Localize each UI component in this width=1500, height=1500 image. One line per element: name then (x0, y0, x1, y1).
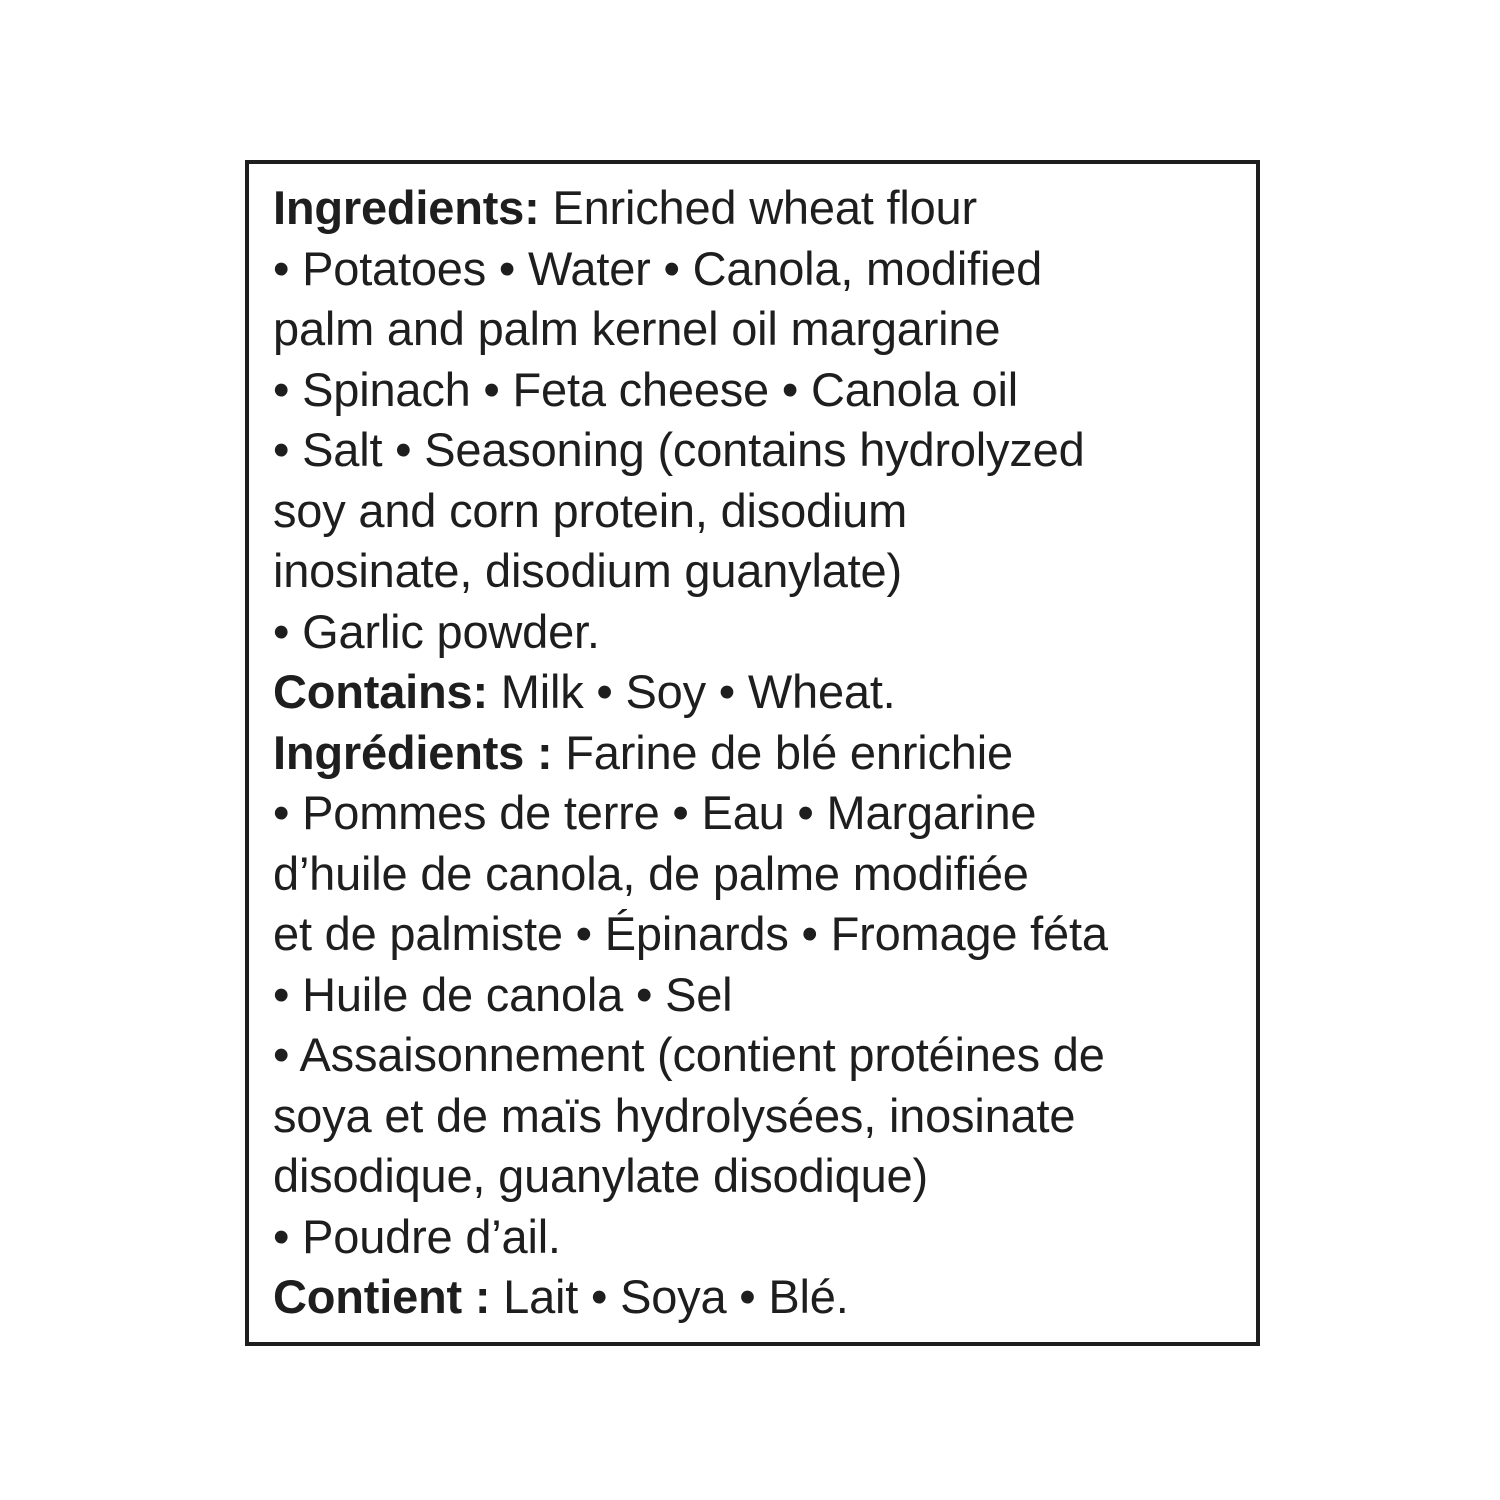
label-line (273, 178, 1248, 239)
ingredients-text-block (273, 178, 1248, 1328)
label-line: • Pommes de terre • Eau • Margarine (273, 786, 1037, 839)
section-heading-ingredients-fr: Ingrédients : (273, 725, 553, 779)
label-line-text: Enriched wheat flour (539, 181, 977, 234)
label-line (273, 1267, 1248, 1328)
label-line: inosinate, disodium guanylate) (273, 544, 902, 597)
label-line: disodique, guanylate disodique) (273, 1149, 928, 1202)
label-line: • Poudre d’ail. (273, 1209, 561, 1263)
ingredients-label-box (245, 160, 1260, 1346)
label-line: soya et de maïs hydrolysées, inosinate (273, 1088, 1076, 1142)
section-heading-ingredients: Ingredients: (273, 181, 540, 234)
label-line: palm and palm kernel oil margarine (273, 302, 1001, 355)
label-line: • Spinach • Feta cheese • Canola oil (273, 362, 1018, 416)
label-line: d’huile de canola, de palme modifiée (273, 846, 1029, 900)
label-line-text: Milk • Soy • Wheat. (487, 665, 896, 718)
label-line: et de palmiste • Épinards • Fromage féta (273, 907, 1108, 960)
label-line: • Garlic powder. (273, 604, 600, 658)
section-heading-contains: Contains: (273, 665, 488, 718)
label-line: • Assaisonnement (contient protéines de (273, 1028, 1105, 1081)
label-line-text: Farine de blé enrichie (552, 725, 1013, 779)
label-line: • Salt • Seasoning (contains hydrolyzed (273, 423, 1085, 476)
label-line (273, 662, 1248, 723)
label-line: • Huile de canola • Sel (273, 967, 733, 1021)
label-line: soy and corn protein, disodium (273, 483, 908, 537)
label-line (273, 723, 1248, 784)
label-line-text: Lait • Soya • Blé. (490, 1270, 849, 1323)
section-heading-contient: Contient : (273, 1270, 491, 1323)
label-line: • Potatoes • Water • Canola, modified (273, 241, 1043, 295)
